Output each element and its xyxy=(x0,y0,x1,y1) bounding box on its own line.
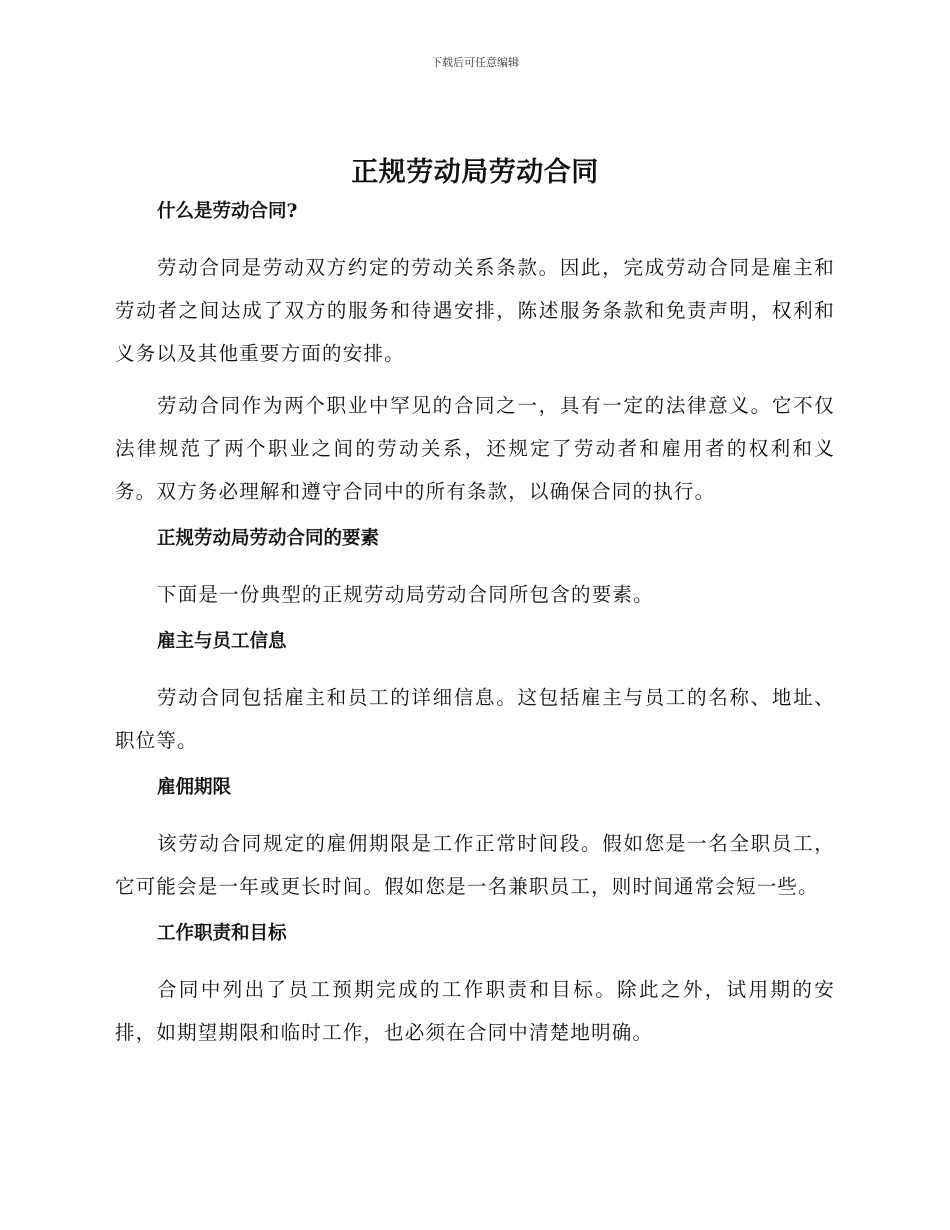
section-heading: 工作职责和目标 xyxy=(157,923,287,944)
header-note: 下载后可任意编辑 xyxy=(431,56,519,69)
document-title: 正规劳动局劳动合同 xyxy=(351,157,599,188)
paragraph: 合同中列出了员工预期完成的工作职责和目标。除此之外，试用期的安排，如期望期限和临时工作，也必须在合同中清楚地明确。 xyxy=(115,978,835,1044)
paragraph: 劳动合同包括雇主和员工的详细信息。这包括雇主与员工的名称、地址、职位等。 xyxy=(115,686,835,752)
section-heading: 什么是劳动合同? xyxy=(157,201,298,222)
section-heading: 雇佣期限 xyxy=(157,777,232,798)
document-body xyxy=(115,198,835,1063)
section-heading: 雇主与员工信息 xyxy=(157,631,287,652)
section-heading: 正规劳动局劳动合同的要素 xyxy=(157,528,380,549)
paragraph: 下面是一份典型的正规劳动局劳动合同所包含的要素。 xyxy=(157,583,654,606)
paragraph: 劳动合同是劳动双方约定的劳动关系条款。因此，完成劳动合同是雇主和劳动者之间达成了双方的服务和待遇安排，陈述服务条款和免责声明，权利和义务以及其他重要方面的安排。 xyxy=(115,256,835,365)
paragraph: 该劳动合同规定的雇佣期限是工作正常时间段。假如您是一名全职员工，它可能会是一年或更长时间。假如您是一名兼职员工，则时间通常会短一些。 xyxy=(115,832,835,898)
paragraph: 劳动合同作为两个职业中罕见的合同之一，具有一定的法律意义。它不仅法律规范了两个职业之间的劳动关系，还规定了劳动者和雇用者的权利和义务。双方务必理解和遵守合同中的所有条款，以确保合同的执行。 xyxy=(115,394,835,503)
